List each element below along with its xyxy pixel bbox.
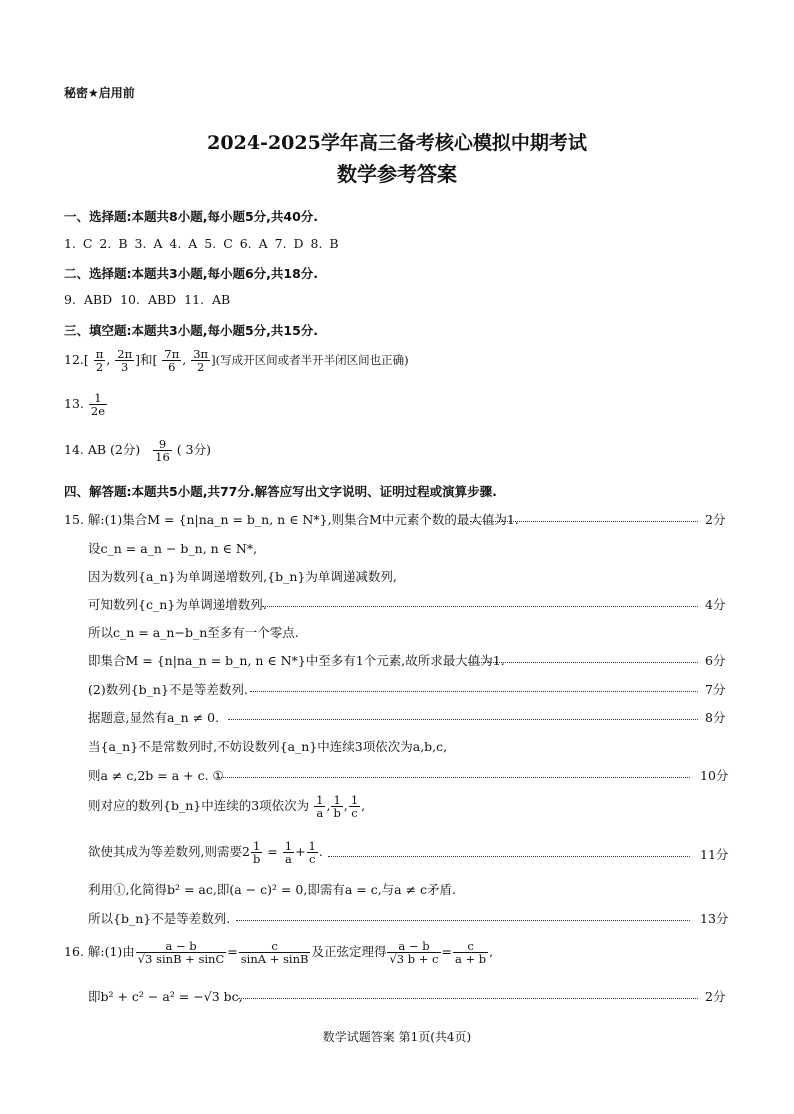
q14-answer [64, 438, 211, 463]
section-1-heading: 一、选择题:本题共8小题,每小题5分,共40分. [64, 209, 319, 224]
q15-line-14: 所以{b_n}不是等差数列. [88, 911, 231, 926]
q13-frac: $\frac{1}{2e}$ [90, 391, 105, 419]
section-3-heading: 三、填空题:本题共3小题,每小题5分,共15分. [64, 323, 319, 338]
q15-score-6: 10分 [700, 768, 729, 783]
section-1-answers: 1. C 2. B 3. A 4. A 5. C 6. A 7. D 8. B [64, 236, 339, 251]
secret-label: 秘密★启用前 [64, 86, 135, 100]
q12-frac-4: $\frac{3\pi}{2}$ [193, 347, 209, 375]
q14-num: 14. AB (2分) [64, 442, 141, 458]
q15-line-7: (2)数列{b_n}不是等差数列. [88, 682, 248, 697]
q16-line-1: 16. 解:(1)由 $\frac{a - b}{√3 \sin B + \sin C}$ = $\frac{c}{\sin A + \sin B}$ 及正弦定理得 $\frac{a - b}{√3 b + c}$ = $\frac{c}{a + b}$ , [64, 939, 494, 967]
q15-score-3: 6分 [705, 653, 726, 668]
q15-line-2: 设c_n = a_n − b_n, n ∈ N*, [88, 541, 258, 556]
q15-score-5: 8分 [705, 710, 726, 725]
section-2-heading: 二、选择题:本题共3小题,每小题6分,共18分. [64, 266, 319, 281]
exam-title: 2024-2025学年高三备考核心模拟中期考试 [207, 132, 587, 154]
q14-frac: $\frac{9}{16}$ [155, 437, 170, 465]
q15-score-8: 13分 [700, 911, 729, 926]
q15-line-3: 因为数列{a_n}为单调递增数列,{b_n}为单调递减数列, [88, 569, 397, 584]
q15-line-13: 利用①,化简得b² = ac,即(a − c)² = 0,即需有a = c,与a ≠ c矛盾. [88, 882, 457, 897]
dotted-leader [468, 662, 698, 663]
q12-note: ](写成开区间或者半开半闭区间也正确) [211, 353, 409, 368]
q15-line-12: 欲使其成为等差数列,则需要2 $\frac{1}{b}$ = $\frac{1}{a}$ + $\frac{1}{c}$ . [88, 839, 323, 867]
q16-line-2: 即b² + c² − a² = −√3 bc, [88, 989, 243, 1004]
q14-score: ( 3分) [176, 442, 211, 458]
q15-line-1: 15. 解:(1)集合M = {n|na_n = b_n, n ∈ N*},则集合M中元素个数的最大值为1. [64, 512, 519, 527]
dotted-leader [470, 521, 698, 522]
q15-line-4: 可知数列{c_n}为单调递增数列. [88, 597, 267, 612]
dotted-leader [238, 998, 698, 999]
section-4-heading: 四、解答题:本题共5小题,共77分.解答应写出文字说明、证明过程或演算步骤. [64, 484, 497, 499]
q15-line-11: 则对应的数列{b_n}中连续的3项依次为 $\frac{1}{a}$ , $\frac{1}{b}$ , $\frac{1}{c}$ , [88, 793, 366, 821]
q15-line-8: 据题意,显然有a_n ≠ 0. [88, 710, 220, 725]
dotted-leader [218, 777, 690, 778]
section-2-answers: 9. ABD 10. ABD 11. AB [64, 292, 231, 307]
q15-score-1: 2分 [705, 512, 726, 527]
q12-answer: 12.[ $\frac{\pi}{2}$ , $\frac{2\pi}{3}$ ]和[ $\frac{7\pi}{6}$ , $\frac{3\pi}{2}$ ](写成开区间或者半开半闭区间也正确) [64, 347, 409, 375]
dotted-leader [262, 606, 698, 607]
q15-score-2: 4分 [705, 597, 726, 612]
dotted-leader [250, 691, 698, 692]
q12-frac-1: $\frac{\pi}{2}$ [95, 347, 104, 375]
dotted-leader [228, 719, 698, 720]
q15-line-6: 即集合M = {n|na_n = b_n, n ∈ N*}中至多有1个元素,故所求最大值为1. [88, 653, 505, 668]
page-footer: 数学试题答案 第1页(共4页) [322, 1030, 472, 1044]
q12-num: 12. [64, 352, 84, 368]
q15-score-4: 7分 [705, 682, 726, 697]
q15-line-9: 当{a_n}不是常数列时,不妨设数列{a_n}中连续3项依次为a,b,c, [88, 739, 448, 754]
q16-score-1: 2分 [705, 989, 726, 1004]
dotted-leader [328, 856, 690, 857]
q15-score-7: 11分 [700, 847, 729, 862]
page-title: 数学参考答案 [337, 162, 457, 186]
q13-num: 13. [64, 396, 84, 412]
dotted-leader [236, 920, 690, 921]
q12-frac-2: $\frac{2\pi}{3}$ [117, 347, 133, 375]
q12-frac-3: $\frac{7\pi}{6}$ [164, 347, 180, 375]
q15-line-5: 所以c_n = a_n−b_n至多有一个零点. [88, 625, 299, 640]
q13-answer [64, 392, 108, 417]
q15-line-10: 则a ≠ c,2b = a + c. ① [88, 768, 224, 783]
